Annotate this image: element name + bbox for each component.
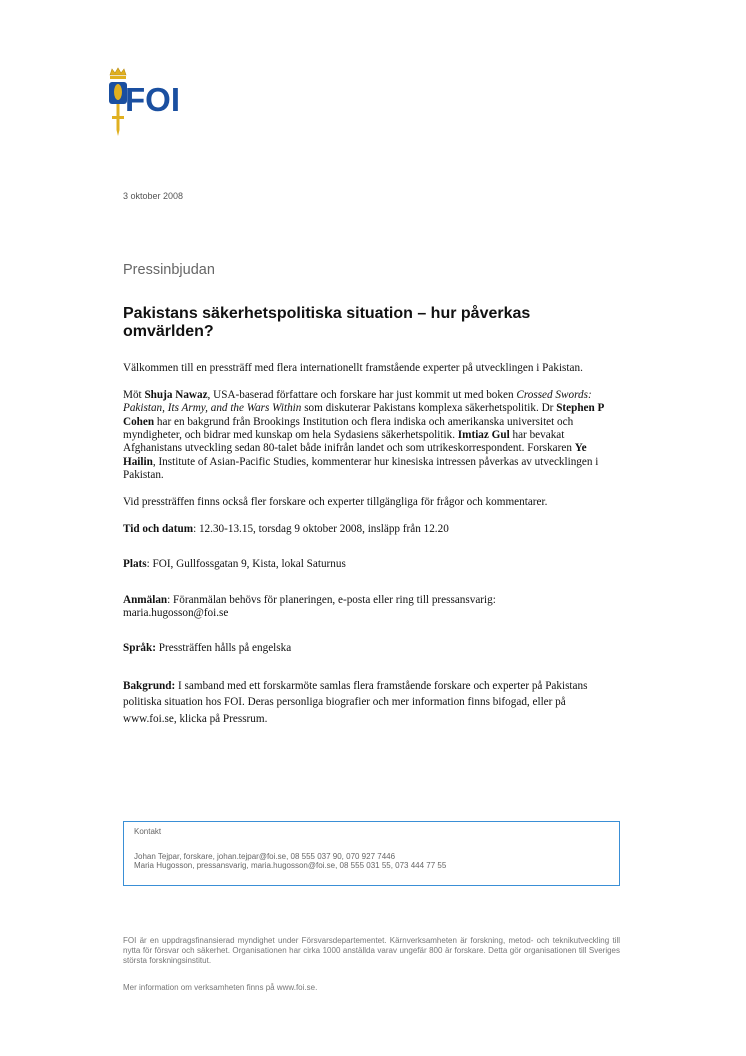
contact-line: Johan Tejpar, forskare, johan.tejpar@foi.se, 08 555 037 90, 070 927 7446 [134, 851, 396, 861]
expert-name: Shuja Nawaz [144, 388, 208, 401]
time-paragraph: Tid och datum: 12.30-13.15, torsdag 9 oktober 2008, insläpp från 12.20 [123, 522, 449, 535]
place-paragraph: Plats: FOI, Gullfossgatan 9, Kista, lokal Saturnus [123, 558, 346, 571]
expert-name: Stephen P Cohen [123, 402, 604, 428]
document-type: Pressinbjudan [123, 262, 215, 278]
document-date: 3 oktober 2008 [123, 191, 184, 201]
contact-box [123, 821, 620, 886]
intro-paragraph: Välkommen till en pressträff med flera internationellt framstående experter på utvecklingen i Pakistan. [123, 362, 583, 374]
background-paragraph: Bakgrund: I samband med ett forskarmöte samlas flera framstående forskare och experter på Pakistans politiska situation hos FOI. Deras personliga biografier och mer information finns bifogad, eller på www.foi.se, klicka på Pressrum. [123, 679, 588, 725]
body-text [123, 362, 618, 727]
contact-label: Kontakt [134, 827, 162, 836]
book-title: Crossed Swords: Pakistan, Its Army, and the Wars Within [123, 388, 592, 415]
headline: Pakistans säkerhetspolitiska situation – hur påverkas omvärlden? [123, 305, 531, 340]
registration-email-link[interactable]: maria.hugosson@foi.se [123, 607, 229, 620]
also-paragraph: Vid pressträffen finns också fler forskare och experter tillgängliga för frågor och kommentarer. [123, 496, 548, 509]
language-paragraph: Språk: Pressträffen hålls på engelska [123, 642, 292, 655]
footer-more-info: Mer information om verksamheten finns på www.foi.se. [123, 983, 318, 992]
registration-paragraph: Anmälan: Föranmälan behövs för planeringen, e-posta eller ring till pressansvarig: maria.hugosson@foi.se [123, 593, 496, 620]
experts-paragraph: Möt Shuja Nawaz, USA-baserad författare och forskare har just kommit ut med boken Crossed Swords: Pakistan, Its Army, and the Wars Within som diskuterar Pakistans komplexa säkerhetspolitik. Dr Stephen P Cohen har en bakgrund från Brookings Institution och flera indiska och amerikanska universitet och myndigheter, och bidrar med kunskap om hela Sydasiens säkerhetspolitik. Imtiaz Gul har bevakat Afghanistans utveckling sedan 80-talet både inifrån landet och som utrikeskorrespondent. Forskaren Ye Hailin, Institute of Asian-Pacific Studies, kommenterar hur kinesiska intressen påverkas av utvecklingen i Pakistan. [123, 388, 604, 482]
contact-line: Maria Hugosson, pressansvarig, maria.hugosson@foi.se, 08 555 031 55, 073 444 77 55 [134, 861, 447, 871]
logo-wordmark: FOI [125, 81, 180, 118]
expert-name: Ye Hailin [123, 442, 587, 468]
footer-about: FOI är en uppdragsfinansierad myndighet under Försvarsdepartementet. Kärnverksamheten är forskning, metod- och teknikutveckling till nytta för försvar och säkerhet. Organisationen har cirka 1000 anställda varav ungefär 800 är forskare. Detta gör organisationen till Sveriges största forskningsinstitut. [123, 936, 620, 965]
expert-name: Imtiaz Gul [457, 429, 510, 442]
